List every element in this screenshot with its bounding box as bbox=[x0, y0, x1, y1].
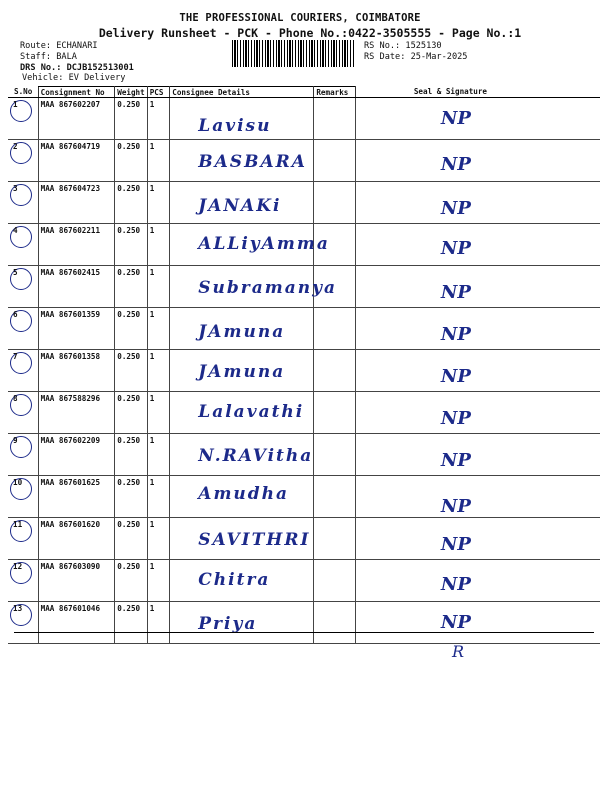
table-row bbox=[8, 560, 600, 602]
sno-value: 5 bbox=[13, 268, 18, 277]
consignment-number: MAA 867601625 bbox=[38, 476, 115, 518]
weight-value: 0.250 bbox=[115, 308, 147, 350]
sno-value: 1 bbox=[13, 100, 18, 109]
table-row bbox=[8, 308, 600, 350]
col-consignment: Consignment No bbox=[38, 87, 115, 98]
table-row bbox=[8, 140, 600, 182]
consignment-number: MAA 867601358 bbox=[38, 350, 115, 392]
company-title: THE PROFESSIONAL COURIERS, COIMBATORE bbox=[179, 12, 421, 24]
barcode bbox=[232, 40, 355, 67]
consignment-number: MAA 867603090 bbox=[38, 560, 115, 602]
vehicle-label: Vehicle: EV Delivery bbox=[22, 73, 126, 83]
weight-value: 0.250 bbox=[115, 350, 147, 392]
consignee-name: Chitra bbox=[198, 570, 271, 590]
sno-value: 3 bbox=[13, 184, 18, 193]
consignee-cell bbox=[170, 350, 314, 392]
weight-value: 0.250 bbox=[115, 518, 147, 560]
consignment-number: MAA 867602211 bbox=[38, 224, 115, 266]
sno-value: 4 bbox=[13, 226, 18, 235]
consignee-name: Subramanya bbox=[198, 278, 338, 298]
weight-value: 0.250 bbox=[115, 182, 147, 224]
pcs-value: 1 bbox=[147, 308, 170, 350]
seal-cell bbox=[355, 224, 600, 266]
pcs-value: 1 bbox=[147, 350, 170, 392]
table-row bbox=[8, 392, 600, 434]
col-seal: Seal & Signature bbox=[355, 87, 600, 98]
consignment-number: MAA 867604719 bbox=[38, 140, 115, 182]
consignment-number: MAA 867602207 bbox=[38, 98, 115, 140]
sno-value: 13 bbox=[13, 604, 23, 613]
seal-cell bbox=[355, 140, 600, 182]
sno-value: 11 bbox=[13, 520, 23, 529]
table-row bbox=[8, 266, 600, 308]
table-row bbox=[8, 182, 600, 224]
weight-value: 0.250 bbox=[115, 266, 147, 308]
signature-mark: NP bbox=[440, 282, 471, 303]
consignment-number: MAA 867601620 bbox=[38, 518, 115, 560]
footer-rule bbox=[14, 632, 594, 633]
consignee-cell bbox=[170, 392, 314, 434]
table-row bbox=[8, 602, 600, 644]
sno-value: 7 bbox=[13, 352, 18, 361]
col-sno: S.No bbox=[8, 87, 38, 98]
runsheet-table bbox=[8, 86, 600, 644]
remarks-cell bbox=[314, 560, 356, 602]
consignment-number: MAA 867604723 bbox=[38, 182, 115, 224]
pcs-value: 1 bbox=[147, 266, 170, 308]
consignee-cell bbox=[170, 140, 314, 182]
remarks-cell bbox=[314, 476, 356, 518]
remarks-cell bbox=[314, 98, 356, 140]
seal-cell bbox=[355, 392, 600, 434]
seal-cell bbox=[355, 98, 600, 140]
signature-mark: NP bbox=[440, 366, 471, 387]
signature-mark: NP bbox=[440, 198, 471, 219]
consignee-name: BASBARA bbox=[198, 152, 307, 172]
pcs-value: 1 bbox=[147, 476, 170, 518]
col-pcs: PCS bbox=[147, 87, 170, 98]
pcs-value: 1 bbox=[147, 224, 170, 266]
seal-cell bbox=[355, 308, 600, 350]
consignee-cell bbox=[170, 98, 314, 140]
weight-value: 0.250 bbox=[115, 224, 147, 266]
drs-number: DRS No.: DCJB152513001 bbox=[20, 63, 134, 73]
weight-value: 0.250 bbox=[115, 98, 147, 140]
consignee-name: SAVITHRI bbox=[198, 530, 311, 550]
consignee-cell bbox=[170, 266, 338, 308]
col-consignee: Consignee Details bbox=[170, 87, 314, 98]
staff-label: Staff: BALA bbox=[20, 52, 77, 62]
consignee-cell bbox=[170, 476, 314, 518]
seal-cell bbox=[355, 350, 600, 392]
pcs-value: 1 bbox=[147, 602, 170, 644]
weight-value: 0.250 bbox=[115, 434, 147, 476]
table-row bbox=[8, 476, 600, 518]
consignment-number: MAA 867601046 bbox=[38, 602, 115, 644]
weight-value: 0.250 bbox=[115, 476, 147, 518]
sno-value: 9 bbox=[13, 436, 18, 445]
pcs-value: 1 bbox=[147, 560, 170, 602]
weight-value: 0.250 bbox=[115, 560, 147, 602]
consignee-name: Lalavathi bbox=[198, 402, 305, 422]
signature-mark: NP bbox=[440, 108, 471, 129]
sno-value: 2 bbox=[13, 142, 18, 151]
rs-date: RS Date: 25-Mar-2025 bbox=[364, 52, 468, 62]
pcs-value: 1 bbox=[147, 140, 170, 182]
signature-mark: NP bbox=[440, 238, 471, 259]
signature-mark: NP bbox=[440, 154, 471, 175]
consignment-number: MAA 867602209 bbox=[38, 434, 115, 476]
table-row bbox=[8, 350, 600, 392]
remarks-cell bbox=[314, 518, 356, 560]
rs-number: RS No.: 1525130 bbox=[364, 41, 442, 51]
consignee-name: ALLiyAmma bbox=[198, 234, 330, 254]
sno-value: 6 bbox=[13, 310, 18, 319]
sno-value: 8 bbox=[13, 394, 18, 403]
seal-cell bbox=[355, 266, 600, 308]
signature-mark: NP bbox=[440, 496, 471, 517]
seal-cell bbox=[355, 182, 600, 224]
remarks-cell bbox=[314, 602, 356, 644]
footer-initials: R bbox=[452, 642, 465, 661]
signature-mark: NP bbox=[440, 408, 471, 429]
remarks-cell bbox=[314, 140, 356, 182]
consignee-name: JAmuna bbox=[198, 322, 286, 342]
pcs-value: 1 bbox=[147, 434, 170, 476]
consignee-cell bbox=[170, 182, 314, 224]
consignee-name: JAmuna bbox=[198, 362, 286, 382]
route-label: Route: ECHANARI bbox=[20, 41, 98, 51]
consignee-name: JANAKi bbox=[198, 196, 282, 216]
consignment-number: MAA 867602415 bbox=[38, 266, 115, 308]
consignee-cell bbox=[170, 602, 314, 644]
seal-cell bbox=[355, 476, 600, 518]
seal-cell bbox=[355, 602, 600, 644]
pcs-value: 1 bbox=[147, 182, 170, 224]
consignment-number: MAA 867588296 bbox=[38, 392, 115, 434]
table-row bbox=[8, 98, 600, 140]
weight-value: 0.250 bbox=[115, 392, 147, 434]
signature-mark: NP bbox=[440, 324, 471, 345]
col-remarks: Remarks bbox=[314, 87, 356, 98]
weight-value: 0.250 bbox=[115, 140, 147, 182]
remarks-cell bbox=[314, 182, 356, 224]
signature-mark: NP bbox=[440, 450, 471, 471]
consignee-name: N.RAVitha bbox=[198, 446, 314, 466]
consignee-name: Amudha bbox=[198, 484, 290, 504]
consignee-cell bbox=[170, 224, 330, 266]
remarks-cell bbox=[314, 392, 356, 434]
seal-cell bbox=[355, 560, 600, 602]
remarks-cell bbox=[314, 434, 356, 476]
signature-mark: NP bbox=[440, 574, 471, 595]
col-weight: Weight bbox=[115, 87, 147, 98]
signature-mark: NP bbox=[440, 612, 471, 633]
runsheet-title: Delivery Runsheet - PCK - Phone No.:0422-3505555 - Page No.:1 bbox=[98, 26, 522, 40]
pcs-value: 1 bbox=[147, 98, 170, 140]
pcs-value: 1 bbox=[147, 518, 170, 560]
sno-value: 12 bbox=[13, 562, 23, 571]
remarks-cell bbox=[314, 350, 356, 392]
table-row bbox=[8, 434, 600, 476]
pcs-value: 1 bbox=[147, 392, 170, 434]
consignee-cell bbox=[170, 434, 314, 476]
consignee-cell bbox=[170, 518, 314, 560]
seal-cell bbox=[355, 518, 600, 560]
consignee-cell bbox=[170, 308, 314, 350]
table-row bbox=[8, 224, 600, 266]
consignee-cell bbox=[170, 560, 314, 602]
signature-mark: NP bbox=[440, 534, 471, 555]
consignee-name: Lavisu bbox=[198, 116, 272, 136]
remarks-cell bbox=[314, 308, 356, 350]
consignment-number: MAA 867601359 bbox=[38, 308, 115, 350]
table-row bbox=[8, 518, 600, 560]
seal-cell bbox=[355, 434, 600, 476]
consignee-name: Priya bbox=[198, 614, 258, 634]
weight-value: 0.250 bbox=[115, 602, 147, 644]
sno-value: 10 bbox=[13, 478, 23, 487]
